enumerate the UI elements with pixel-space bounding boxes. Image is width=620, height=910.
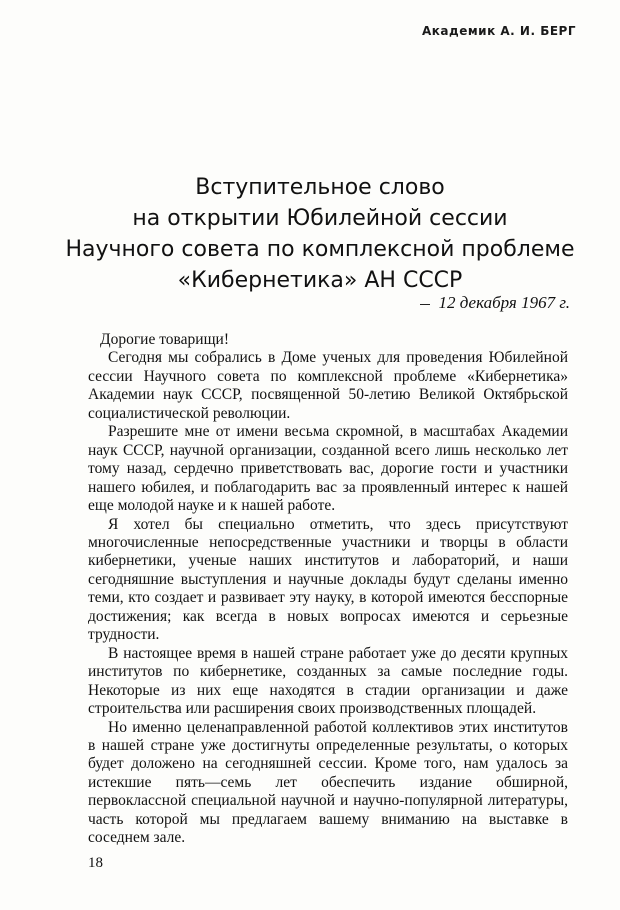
- salutation: Дорогие товарищи!: [100, 331, 229, 348]
- title-line: «Кибернетика» АН СССР: [177, 268, 463, 293]
- title-line: Научного совета по комплексной проблеме: [65, 237, 575, 262]
- date-dash: [420, 304, 430, 305]
- title-line: Вступительное слово: [195, 175, 445, 200]
- page-number: 18: [88, 855, 103, 871]
- article-body: [88, 331, 568, 848]
- body-paragraph: Я хотел бы специально отметить, что здесь присутствуют многочисленные непосредственные участники и творцы в области кибернетики, ученые наших институтов и лабораторий, и наши сегодняшние выступления и научные доклады будут сделаны именно теми, кто создает и развивает эту науку, в которой имеются бесспорные достижения; как всегда в новых вопросах имеются и серьезные трудности.: [88, 515, 568, 644]
- running-header-author: Академик А. И. БЕРГ: [422, 24, 576, 38]
- body-paragraph: Но именно целенаправленной работой коллективов этих институтов в нашей стране уже достигнуты определенные результаты, о которых будет доложено на сегодняшней сессии. Кроме того, нам удалось за истекшие пять—семь лет обеспечить издание обширной, первоклассной специальной научной и научно-популярной литературы, часть которой мы предлагаем вашему вниманию на выставке в соседнем зале.: [88, 718, 568, 847]
- body-paragraph: В настоящее время в нашей стране работает уже до десяти крупных институтов по кибернетике, созданных за самые последние годы. Некоторые из них еще находятся в стадии организации и даже строительства или расширения своих производственных площадей.: [88, 644, 568, 718]
- article-title: [40, 172, 600, 296]
- date-text: 12 декабря 1967 г.: [438, 293, 570, 312]
- body-paragraph: Разрешите мне от имени весьма скромной, в масштабах Академии наук СССР, научной организации, созданной всего лишь несколько лет тому назад, сердечно приветствовать вас, дорогие гости и участники нашего юбилея, и поблагодарить вас за проявленный интерес к нашей еще молодой науке и к нашей работе.: [88, 423, 568, 515]
- date-line: [420, 293, 570, 313]
- body-paragraph: Сегодня мы собрались в Доме ученых для проведения Юбилейной сессии Научного совета по комплексной проблеме «Кибернетика» Академии наук СССР, посвященной 50-летию Великой Октябрьской социалистической революции.: [88, 349, 568, 422]
- title-line: на открытии Юбилейной сессии: [132, 206, 508, 231]
